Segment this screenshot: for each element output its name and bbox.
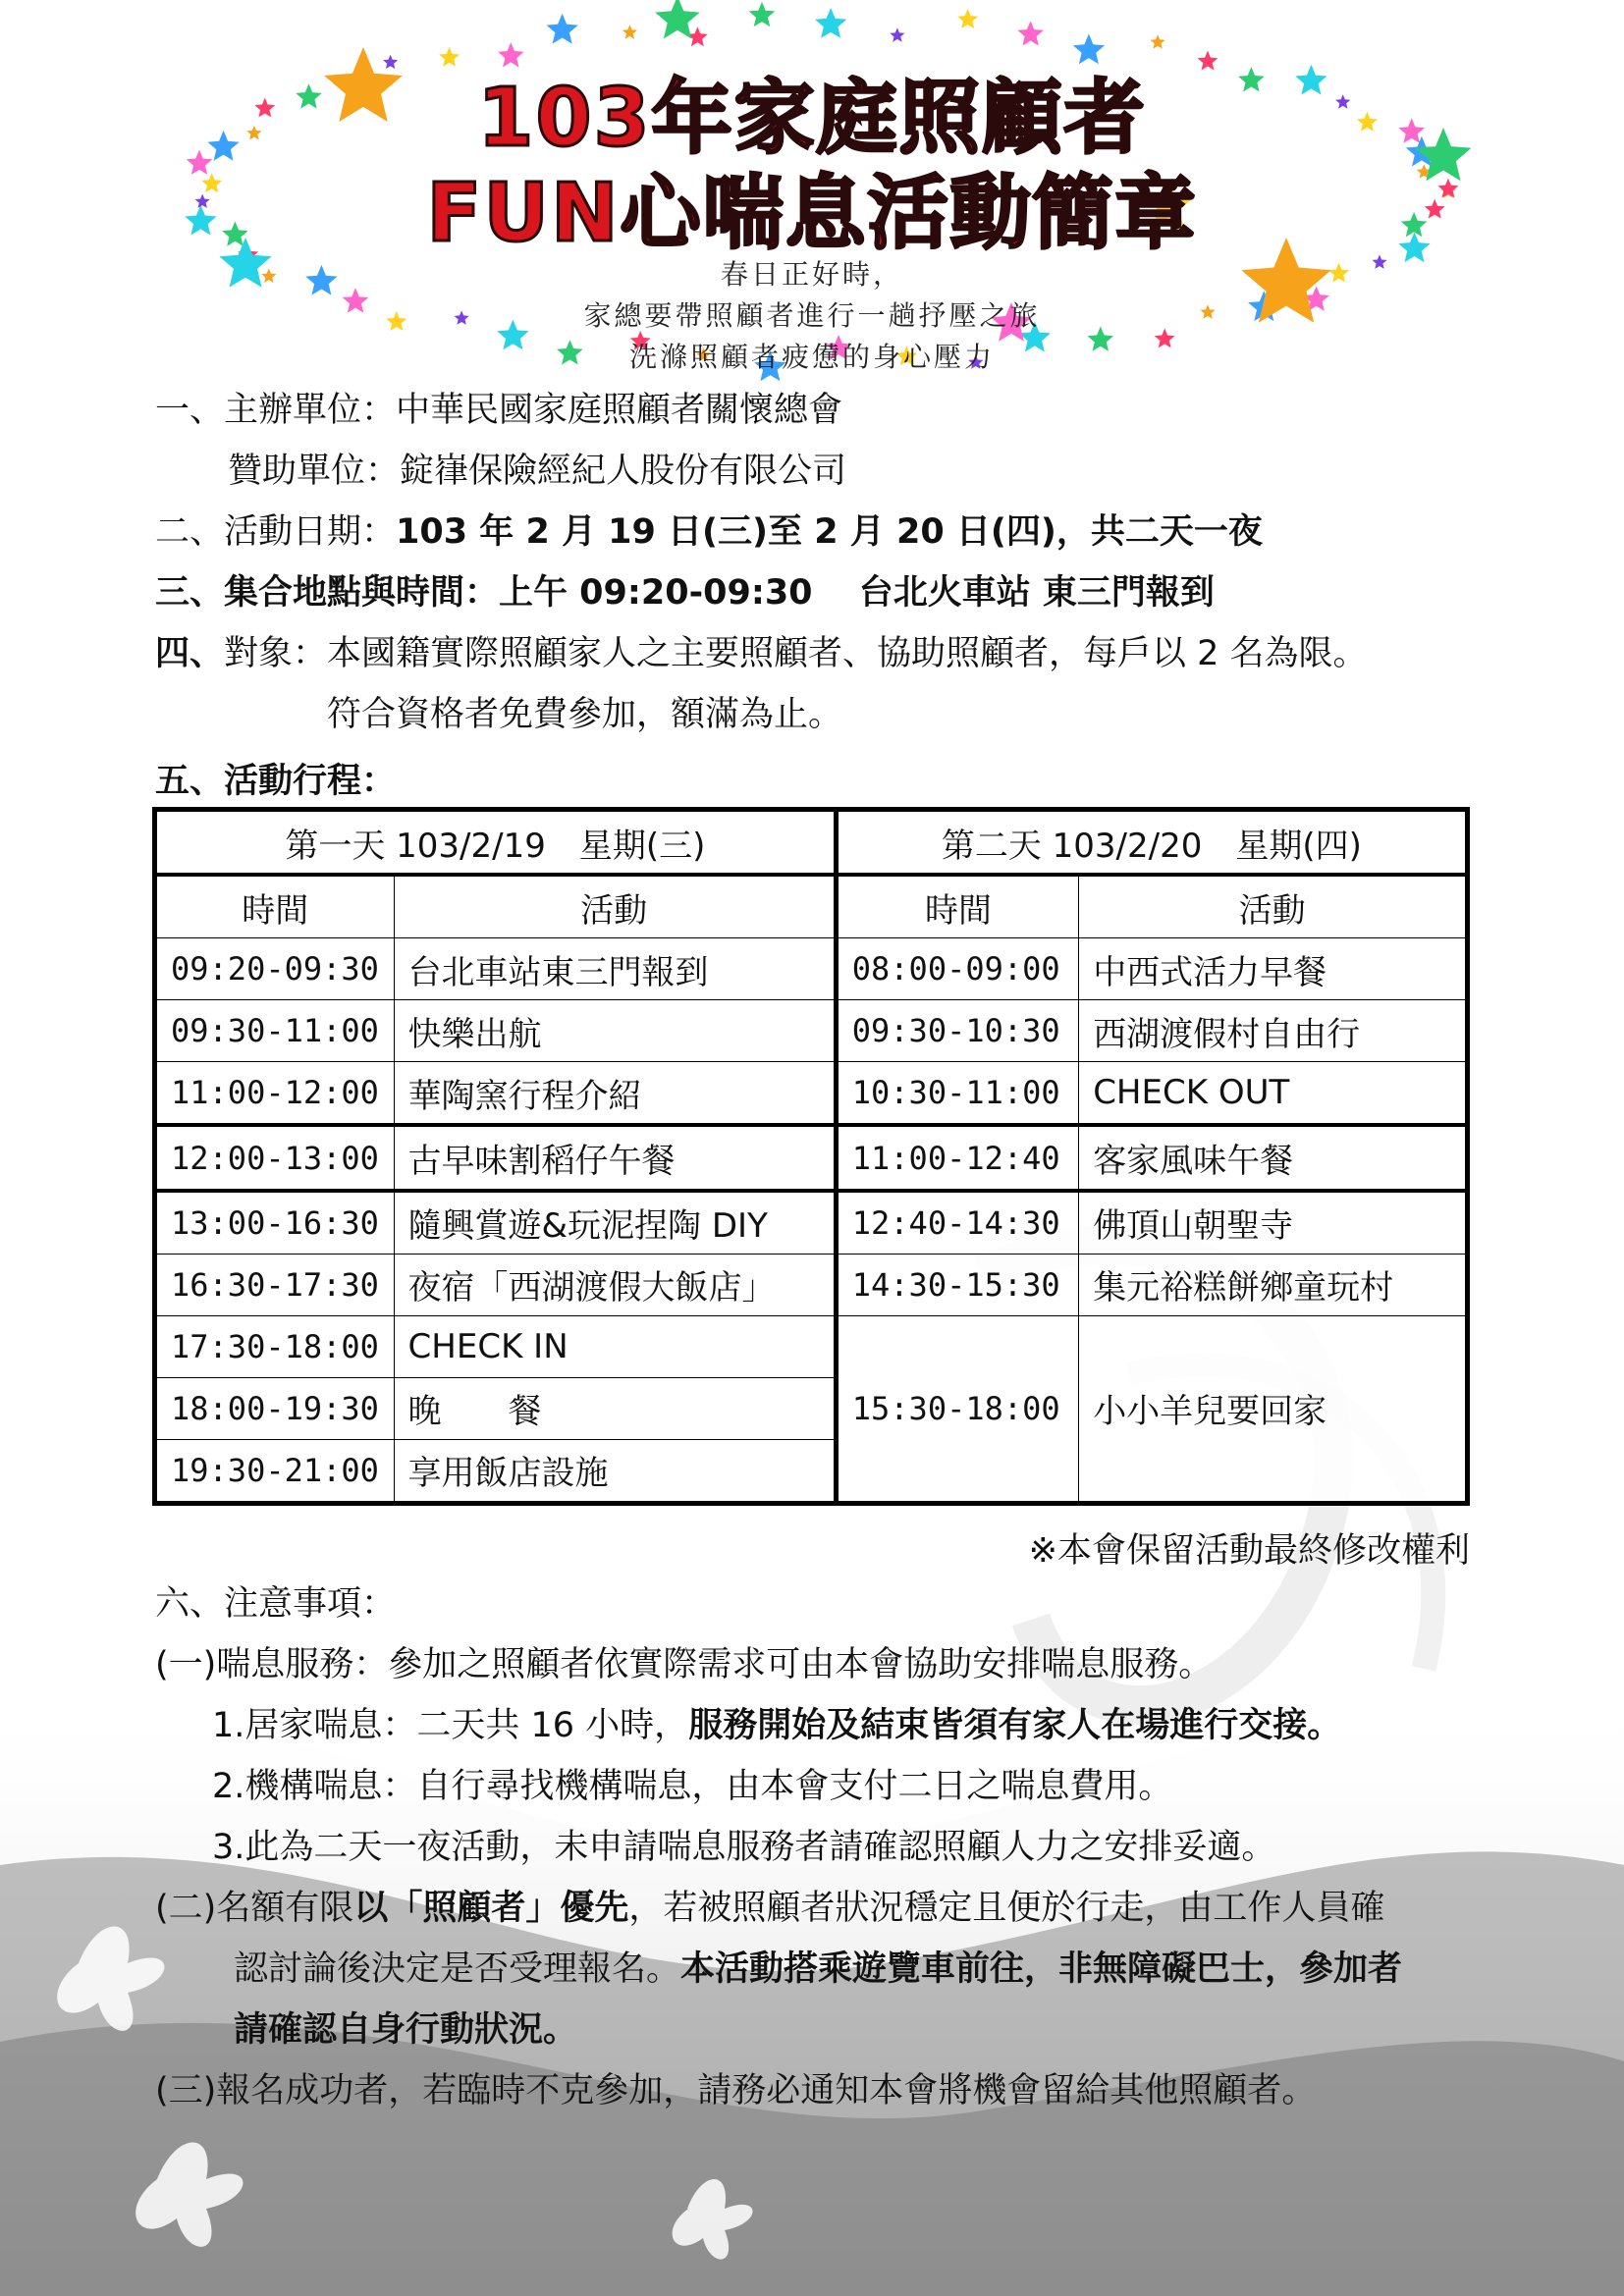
day2-time: 10:30-11:00 <box>836 1062 1078 1126</box>
day2-header: 第二天 103/2/20 星期(四) <box>836 810 1467 876</box>
sponsor-value: 錠嵂保險經紀人股份有限公司 <box>400 452 847 491</box>
decorative-star <box>1151 34 1165 49</box>
day2-time: 09:30-10:30 <box>836 1000 1078 1062</box>
date-label: 二、活動日期： <box>155 512 397 552</box>
note-2-rest: ，若被照顧者狀況穩定且便於行走，由工作人員確 <box>628 1889 1385 1928</box>
decorative-star <box>815 8 846 38</box>
note-3: (三)報名成功者，若臨時不克參加，請務必通知本會將機會留給其他照顧者。 <box>155 2071 1317 2110</box>
notes-label: 六、注意事項： <box>155 1584 397 1624</box>
day1-activity: 晚 餐 <box>394 1377 836 1439</box>
day1-activity: 華陶窯行程介紹 <box>394 1062 836 1126</box>
day1-activity: CHECK IN <box>394 1315 836 1377</box>
day2-time: 11:00-12:40 <box>836 1125 1078 1190</box>
page-title-line1: 103年家庭照顧者 <box>477 72 1147 165</box>
day2-time: 14:30-15:30 <box>836 1254 1078 1315</box>
day2-activity: 佛頂山朝聖寺 <box>1079 1191 1468 1255</box>
target-label: 對象： <box>224 634 328 673</box>
day1-time: 16:30-17:30 <box>155 1254 395 1315</box>
page-title-line2: FUN心喘息活動簡章 <box>426 167 1198 260</box>
day2-activity: 客家風味午餐 <box>1079 1125 1468 1190</box>
schedule-label: 五、活動行程： <box>155 762 397 801</box>
decorative-star <box>547 14 578 44</box>
note-2-bold: 以「照顧者」優先 <box>353 1889 629 1928</box>
day1-col-time: 時間 <box>155 875 395 938</box>
tagline-1: 春日正好時， <box>720 258 903 291</box>
day1-time: 17:30-18:00 <box>155 1315 395 1377</box>
date-line <box>155 510 1263 554</box>
target-number: 四、 <box>155 634 225 673</box>
day2-time: 08:00-09:00 <box>836 938 1078 1000</box>
day2-activity: CHECK OUT <box>1079 1062 1468 1126</box>
note-1-1 <box>212 1704 1341 1747</box>
note-2-line2-text: 認討論後決定是否受理報名。 <box>234 1949 681 1989</box>
note-1-2: 2.機構喘息：自行尋找機構喘息，由本會支付二日之喘息費用。 <box>212 1767 1173 1806</box>
day2-activity: 小小羊兒要回家 <box>1079 1315 1468 1503</box>
table-row <box>155 1125 1468 1190</box>
note-2-line2 <box>234 1948 1402 1991</box>
target-line-2: 符合資格者免費參加，額滿為止。 <box>327 695 843 734</box>
day1-activity: 台北車站東三門報到 <box>394 938 836 1000</box>
decorative-star <box>957 9 978 28</box>
note-2-prefix: (二)名額有限 <box>155 1889 354 1928</box>
day1-time: 13:00-16:30 <box>155 1191 395 1255</box>
day1-time: 11:00-12:00 <box>155 1062 395 1126</box>
table-row <box>155 1062 1468 1126</box>
day1-time: 09:30-11:00 <box>155 1000 395 1062</box>
day1-header: 第一天 103/2/19 星期(三) <box>155 810 837 876</box>
day2-col-activity: 活動 <box>1079 875 1468 938</box>
table-row <box>155 1254 1468 1315</box>
schedule-table <box>152 807 1470 1506</box>
day1-time: 12:00-13:00 <box>155 1125 395 1190</box>
day2-time: 12:40-14:30 <box>836 1191 1078 1255</box>
decorative-star <box>623 25 637 39</box>
day2-activity: 中西式活力早餐 <box>1079 938 1468 1000</box>
organizer-value: 中華民國家庭照顧者關懷總會 <box>396 391 843 430</box>
organizer-line <box>155 389 842 432</box>
table-row <box>155 938 1468 1000</box>
note-1-1-bold: 服務開始及結束皆須有家人在場進行交接。 <box>688 1706 1342 1745</box>
reserve-rights-note: ※本會保留活動最終修改權利 <box>1028 1531 1470 1571</box>
target-line <box>155 632 1368 675</box>
day1-activity: 古早味割稻仔午餐 <box>394 1125 836 1190</box>
day2-col-time: 時間 <box>836 875 1078 938</box>
note-1-3: 3.此為二天一夜活動，未申請喘息服務者請確認照顧人力之安排妥適。 <box>212 1828 1276 1867</box>
decorative-star <box>1017 21 1044 45</box>
day2-activity: 集元裕糕餅鄉童玩村 <box>1079 1254 1468 1315</box>
sponsor-label: 贊助單位： <box>228 452 401 491</box>
day1-activity: 享用飯店設施 <box>394 1439 836 1503</box>
day1-activity: 夜宿「西湖渡假大飯店」 <box>394 1254 836 1315</box>
day1-col-activity: 活動 <box>394 875 836 938</box>
note-2-line2-bold: 本活動搭乘遊覽車前往，非無障礙巴士，參加者 <box>680 1949 1403 1989</box>
tagline-3: 洗滌照顧者疲憊的身心壓力 <box>628 341 995 373</box>
decorative-star <box>749 2 776 27</box>
day1-time: 19:30-21:00 <box>155 1439 395 1503</box>
target-value: 本國籍實際照顧家人之主要照顧者、協助照顧者，每戶以 2 名為限。 <box>327 634 1368 673</box>
decorative-star <box>655 0 700 38</box>
day2-time: 15:30-18:00 <box>836 1315 1078 1503</box>
tagline-2: 家總要帶照顧者進行一趟抒壓之旅 <box>583 299 1041 332</box>
meeting-line: 三、集合地點與時間：上午 09:20-09:30 台北火車站 東三門報到 <box>155 573 1215 613</box>
date-value: 103 年 2 月 19 日(三)至 2 月 20 日(四)，共二天一夜 <box>396 512 1263 552</box>
day1-activity: 快樂出航 <box>394 1000 836 1062</box>
note-2-line3: 請確認自身行動狀況。 <box>234 2010 578 2050</box>
sponsor-line <box>228 450 846 493</box>
note-2 <box>155 1887 1384 1930</box>
note-1-1-text: 1.居家喘息：二天共 16 小時， <box>212 1706 689 1745</box>
day2-activity: 西湖渡假村自由行 <box>1079 1000 1468 1062</box>
table-row <box>155 1000 1468 1062</box>
note-1: (一)喘息服務：參加之照顧者依實際需求可由本會協助安排喘息服務。 <box>155 1645 1214 1684</box>
table-row <box>155 1191 1468 1255</box>
organizer-label: 一、主辦單位： <box>155 391 397 430</box>
table-row <box>155 1315 1468 1377</box>
decorative-star <box>890 27 904 42</box>
day1-time: 18:00-19:30 <box>155 1377 395 1439</box>
day1-activity: 隨興賞遊&玩泥捏陶 DIY <box>394 1191 836 1255</box>
day1-time: 09:20-09:30 <box>155 938 395 1000</box>
